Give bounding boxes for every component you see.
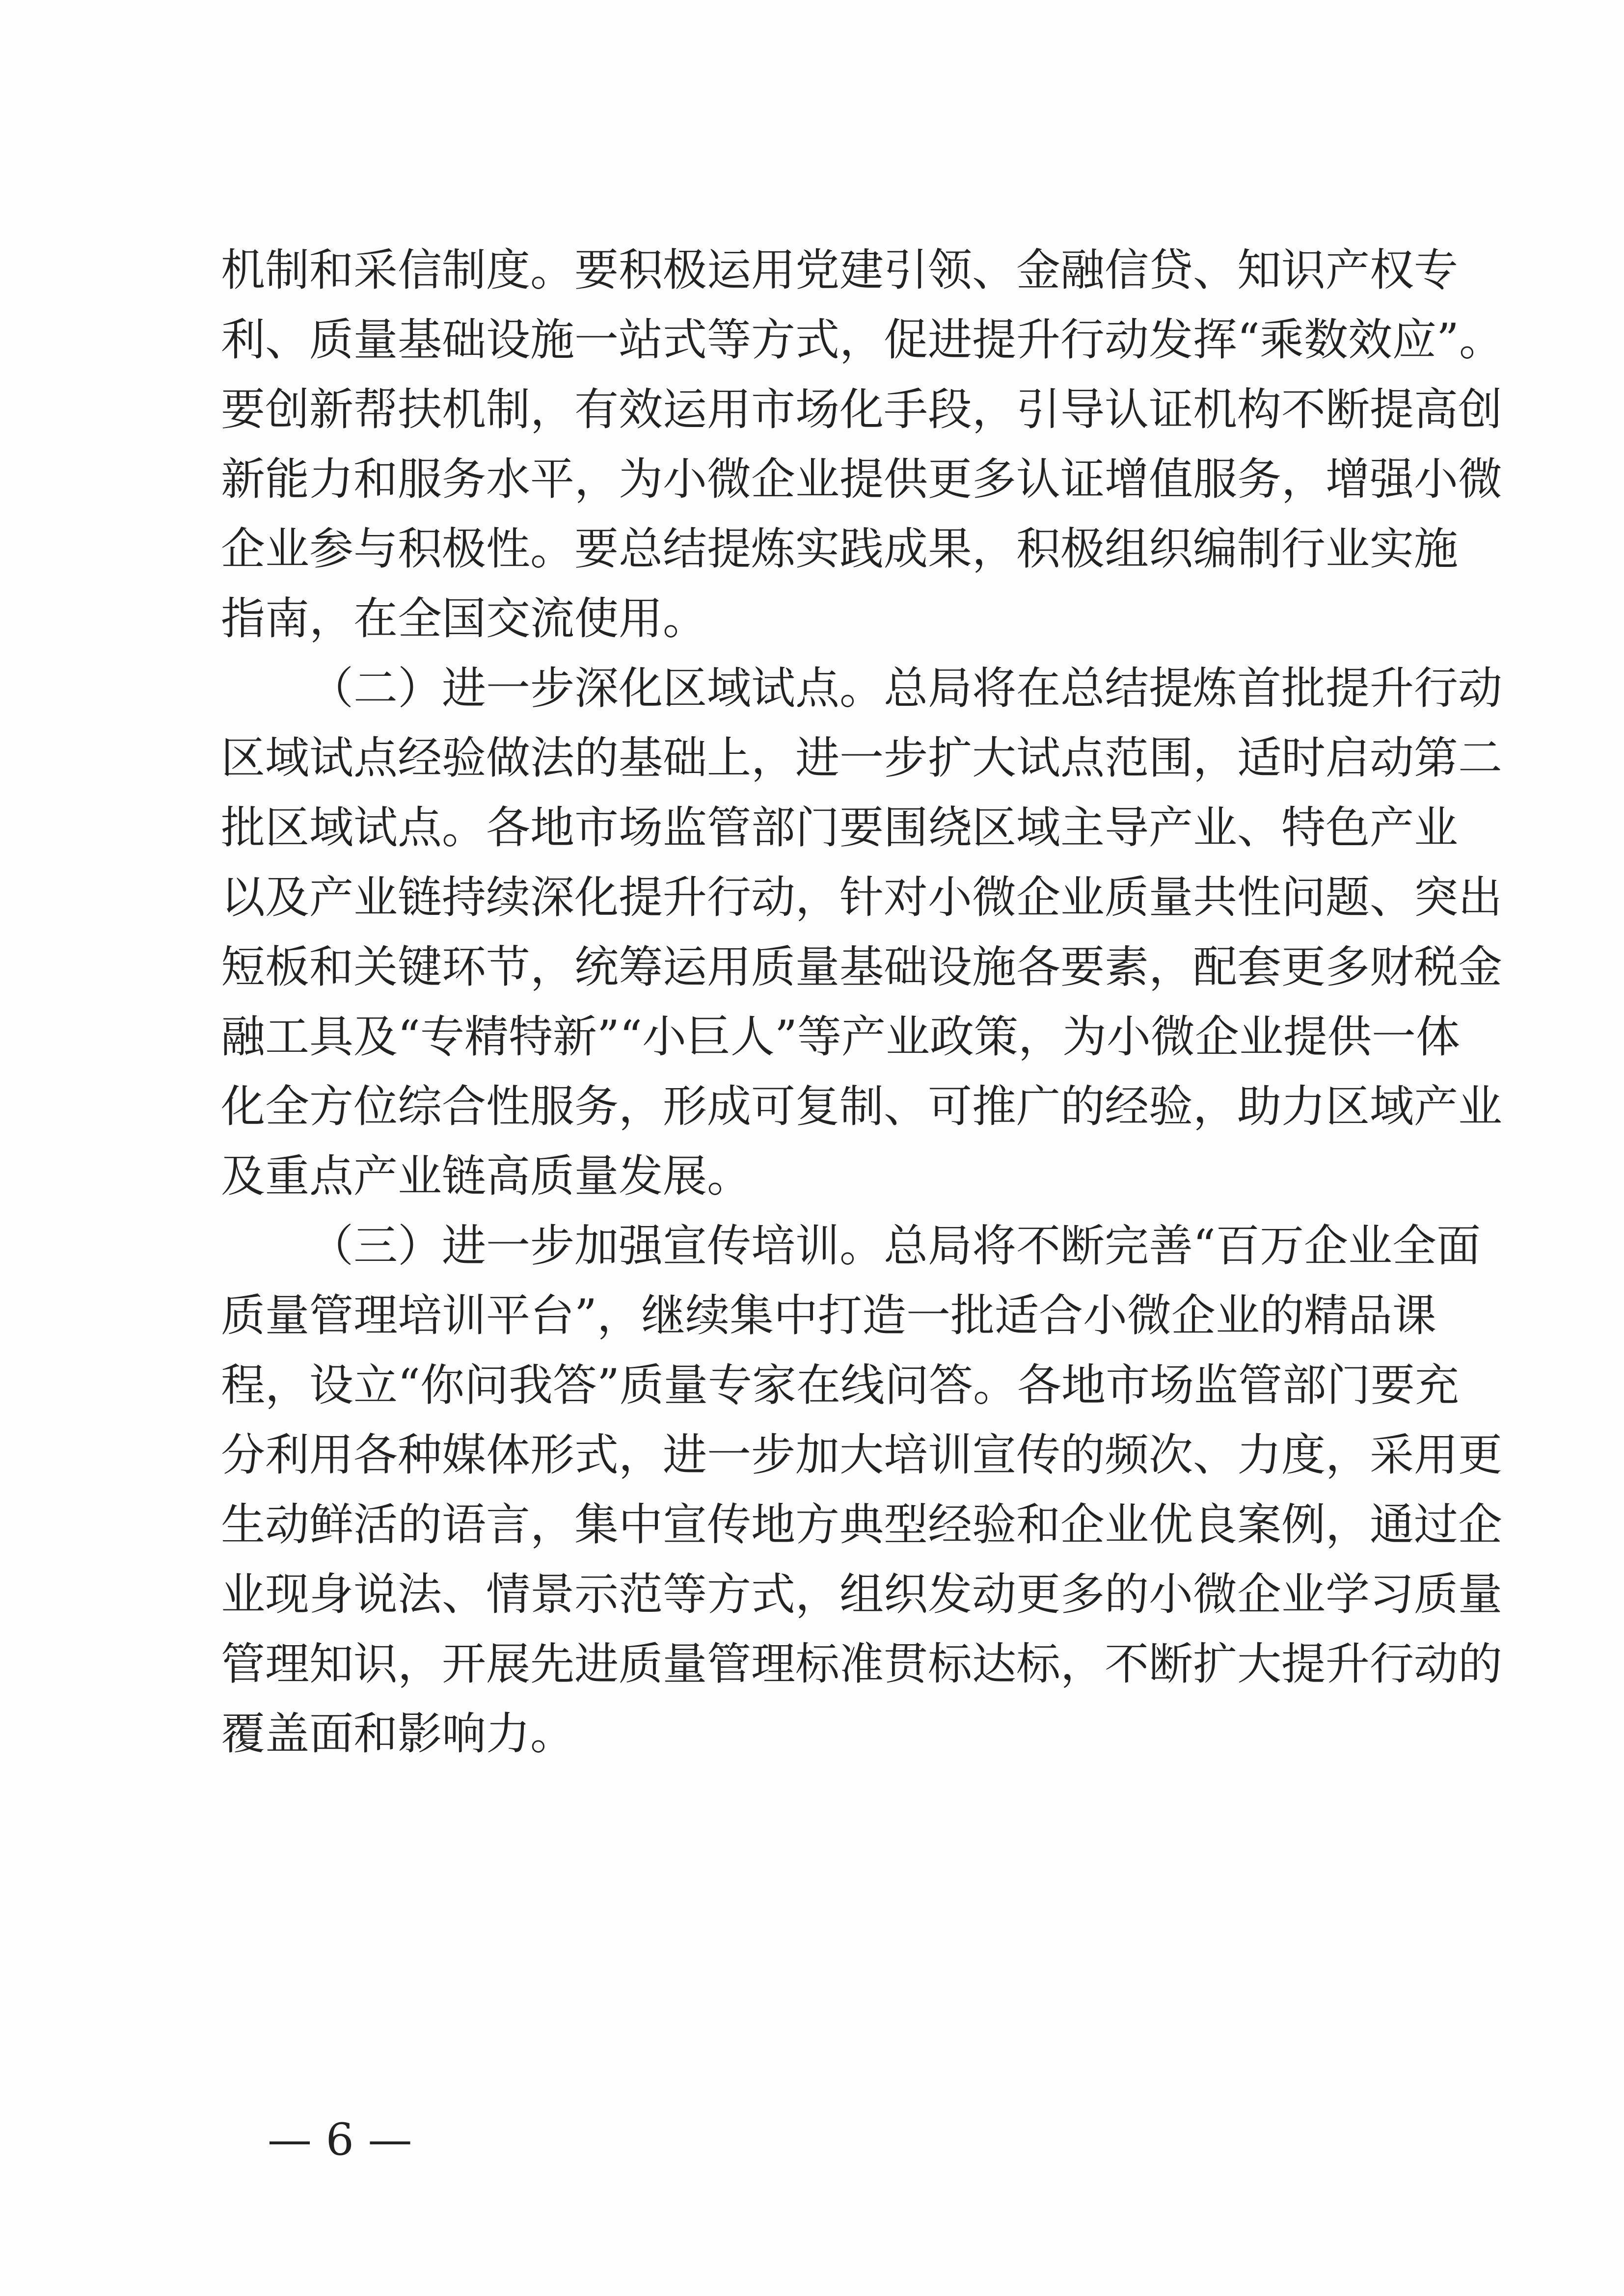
paragraph-3	[221, 1211, 1502, 1769]
text-line: 区域试点经验做法的基础上，进一步扩大试点范围，适时启动第二	[221, 732, 1502, 784]
page-number: — 6 —	[268, 2114, 412, 2165]
text-line: 融工具及“专精特新”“小巨人”等产业政策，为小微企业提供一体	[221, 1011, 1461, 1063]
paragraph-2	[221, 654, 1502, 1211]
text-line: 新能力和服务水平，为小微企业提供更多认证增值服务，增强小微	[221, 454, 1502, 505]
text-line: 业现身说法、情景示范等方式，组织发动更多的小微企业学习质量	[221, 1569, 1502, 1620]
text-line: 利、质量基础设施一站式等方式，促进提升行动发挥“乘数效应”。	[221, 314, 1504, 366]
text-line: 企业参与积极性。要总结提炼实践成果，积极组织编制行业实施	[221, 523, 1458, 575]
section-heading-line: （三）进一步加强宣传培训。总局将不断完善“百万企业全面	[309, 1220, 1481, 1272]
text-line: 管理知识，开展先进质量管理标准贯标达标，不断扩大提升行动的	[221, 1638, 1502, 1690]
text-line: 批区域试点。各地市场监管部门要围绕区域主导产业、特色产业	[221, 802, 1458, 854]
body-text	[221, 236, 1504, 1769]
section-heading-line: （二）进一步深化区域试点。总局将在总结提炼首批提升行动	[309, 663, 1502, 714]
text-line: 化全方位综合性服务，形成可复制、可推广的经验，助力区域产业	[221, 1081, 1502, 1132]
text-line: 及重点产业链高质量发展。	[221, 1150, 751, 1202]
text-line: 指南，在全国交流使用。	[221, 593, 707, 644]
text-line: 以及产业链持续深化提升行动，针对小微企业质量共性问题、突出	[221, 872, 1502, 923]
text-line: 分利用各种媒体形式，进一步加大培训宣传的频次、力度，采用更	[221, 1429, 1502, 1481]
text-line: 质量管理培训平台”，继续集中打造一批适合小微企业的精品课	[221, 1290, 1437, 1341]
text-line: 机制和采信制度。要积极运用党建引领、金融信贷、知识产权专	[221, 244, 1458, 296]
text-line: 要创新帮扶机制，有效运用市场化手段，引导认证机构不断提高创	[221, 384, 1502, 435]
text-line: 程，设立“你问我答”质量专家在线问答。各地市场监管部门要充	[221, 1360, 1460, 1411]
text-line: 短板和关键环节，统筹运用质量基础设施各要素，配套更多财税金	[221, 941, 1502, 993]
text-line: 覆盖面和影响力。	[221, 1708, 574, 1760]
text-line: 生动鲜活的语言，集中宣传地方典型经验和企业优良案例，通过企	[221, 1499, 1502, 1550]
paragraph-1	[221, 236, 1504, 654]
